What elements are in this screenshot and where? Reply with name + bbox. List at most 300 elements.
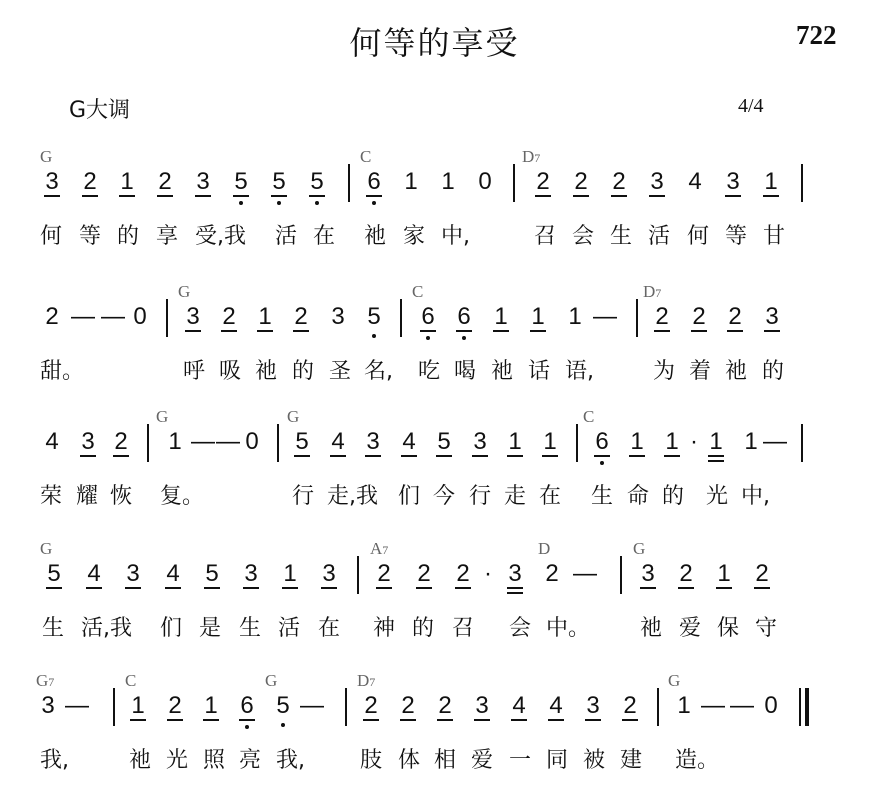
note: 2 (401, 692, 415, 719)
note: 2 (438, 692, 452, 719)
dash-extension: — (730, 692, 754, 719)
note: 2 (612, 168, 626, 195)
chord-symbol: C (583, 407, 595, 426)
underline-beam (363, 719, 379, 721)
underline-beam (271, 195, 287, 197)
lyric-syllable: 走 (504, 484, 527, 509)
underline-beam (548, 719, 564, 721)
lyric-syllable: 的 (762, 359, 785, 384)
note: 3 (650, 168, 664, 195)
note: 2 (377, 560, 391, 587)
lyric-syllable: 召 (452, 616, 475, 641)
note: 2 (545, 560, 559, 587)
note: 3 (81, 428, 95, 455)
underline-beam (293, 330, 309, 332)
note: 3 (641, 560, 655, 587)
rest: 0 (478, 168, 492, 195)
lyric-syllable: 会 (572, 224, 595, 249)
lyric-syllable: 命 (627, 484, 650, 509)
chord-symbol: G (668, 671, 681, 690)
lower-octave-dot (239, 201, 243, 205)
lyric-syllable: 亮 (239, 748, 262, 773)
underline-beam (691, 330, 707, 332)
lyric-syllable: 受,我 (195, 224, 246, 249)
lyric-syllable: 为 (653, 359, 676, 384)
note: 2 (623, 692, 637, 719)
rest: 0 (245, 428, 259, 455)
lyric-syllable: 何 (687, 224, 710, 249)
note: 1 (543, 428, 557, 455)
note: 1 (677, 692, 691, 719)
chord-symbol: G7 (36, 671, 55, 690)
underline-beam (507, 455, 523, 457)
lyric-syllable: 肢 (360, 748, 383, 773)
lyric-syllable: 的 (117, 224, 140, 249)
lyric-syllable: 等 (79, 224, 102, 249)
lyric-syllable: 我, (276, 748, 305, 773)
dash-extension: — (763, 428, 787, 455)
lyric-syllable: 中, (441, 224, 470, 249)
note: 3 (186, 303, 200, 330)
barline (113, 688, 115, 726)
underline-beam (629, 455, 645, 457)
underline-beam (204, 587, 220, 589)
underline-beam (754, 587, 770, 589)
note: 1 (764, 168, 778, 195)
note: 1 (120, 168, 134, 195)
note: 5 (205, 560, 219, 587)
underline-beam (195, 195, 211, 197)
underline-beam (535, 195, 551, 197)
lower-octave-dot (277, 201, 281, 205)
underline-beam (243, 587, 259, 589)
note: 2 (728, 303, 742, 330)
note: 1 (131, 692, 145, 719)
note: 2 (574, 168, 588, 195)
chord-symbol: G (178, 282, 191, 301)
note: 4 (331, 428, 345, 455)
chord-symbol: D (538, 539, 551, 558)
final-barline (805, 688, 809, 726)
underline-beam (401, 455, 417, 457)
barline (345, 688, 347, 726)
note: 1 (508, 428, 522, 455)
lower-octave-dot (315, 201, 319, 205)
underline-beam (437, 719, 453, 721)
note: 4 (87, 560, 101, 587)
note: 3 (126, 560, 140, 587)
lyric-syllable: 何 (40, 224, 63, 249)
chord-symbol: G (40, 147, 53, 166)
lyric-syllable: 神 (373, 616, 396, 641)
underline-beam (716, 587, 732, 589)
note: 6 (235, 694, 259, 718)
underline-beam (493, 330, 509, 332)
chord-symbol: D7 (643, 282, 662, 301)
lyric-syllable: 们 (160, 616, 183, 641)
barline (357, 556, 359, 594)
lyric-syllable: 生 (591, 484, 614, 509)
underline-beam (542, 455, 558, 457)
key-signature: G大调 (69, 98, 131, 123)
lyric-syllable: 光 (166, 748, 189, 773)
chord-symbol: C (125, 671, 137, 690)
note: 2 (158, 168, 172, 195)
barline (657, 688, 659, 726)
lyric-syllable: 耀 (76, 484, 99, 509)
chord-symbol: D7 (357, 671, 376, 690)
lyric-syllable: 造。 (675, 748, 720, 773)
underline-beam (46, 587, 62, 589)
note: 6 (416, 305, 440, 329)
double-underline-beam (708, 460, 724, 462)
underline-beam (309, 195, 325, 197)
note: 2 (456, 560, 470, 587)
note: 2 (417, 560, 431, 587)
dash-extension: — (216, 428, 240, 455)
lyric-syllable: 恢 (110, 484, 133, 509)
underline-beam (365, 455, 381, 457)
barline (166, 299, 168, 337)
note: 2 (114, 428, 128, 455)
lyric-syllable: 复。 (160, 484, 205, 509)
underline-beam (654, 330, 670, 332)
note: 2 (755, 560, 769, 587)
note: 3 (765, 303, 779, 330)
note: 1 (704, 430, 728, 454)
note: 4 (402, 428, 416, 455)
underline-beam (185, 330, 201, 332)
note: 6 (362, 170, 386, 194)
lyric-syllable: 行 (469, 484, 492, 509)
underline-beam (257, 330, 273, 332)
lyric-syllable: 的 (292, 359, 315, 384)
underline-beam (455, 587, 471, 589)
underline-beam (167, 719, 183, 721)
note: 1 (441, 168, 455, 195)
note: 3 (196, 168, 210, 195)
underline-beam (611, 195, 627, 197)
lyric-syllable: 我, (40, 748, 69, 773)
lyric-syllable: 生 (42, 616, 65, 641)
augmentation-dot: · (484, 560, 492, 587)
note: 1 (168, 428, 182, 455)
chord-symbol: G (156, 407, 169, 426)
note: 2 (83, 168, 97, 195)
chord-symbol: G (265, 671, 278, 690)
lyric-syllable: 甘 (763, 224, 786, 249)
chord-symbol: A7 (370, 539, 389, 558)
time-signature: 4/4 (738, 95, 764, 117)
barline (620, 556, 622, 594)
underline-beam (420, 330, 436, 332)
lyric-syllable: 的 (412, 616, 435, 641)
lyric-syllable: 们 (398, 484, 421, 509)
lyric-syllable: 中, (741, 484, 770, 509)
note: 5 (295, 428, 309, 455)
underline-beam (400, 719, 416, 721)
underline-beam (119, 195, 135, 197)
underline-beam (727, 330, 743, 332)
lyric-syllable: 圣 (329, 359, 352, 384)
lyric-syllable: 祂 (491, 359, 514, 384)
note: 5 (437, 428, 451, 455)
chord-symbol: G (40, 539, 53, 558)
note: 3 (503, 562, 527, 586)
note: 1 (404, 168, 418, 195)
note: 5 (267, 170, 291, 194)
note: 3 (586, 692, 600, 719)
underline-beam (585, 719, 601, 721)
dash-extension: — (71, 303, 95, 330)
lyric-syllable: 等 (725, 224, 748, 249)
lyric-syllable: 爱 (471, 748, 494, 773)
lyric-syllable: 活 (278, 616, 301, 641)
underline-beam (239, 719, 255, 721)
note: 5 (229, 170, 253, 194)
barline (576, 424, 578, 462)
lyric-syllable: 语, (565, 359, 594, 384)
lyric-syllable: 被 (583, 748, 606, 773)
note: 4 (549, 692, 563, 719)
note: 3 (726, 168, 740, 195)
underline-beam (763, 195, 779, 197)
underline-beam (366, 195, 382, 197)
lyric-syllable: 喝 (454, 359, 477, 384)
lyric-syllable: 享 (156, 224, 179, 249)
lyric-syllable: 守 (755, 616, 778, 641)
lower-octave-dot (600, 461, 604, 465)
chord-symbol: C (360, 147, 372, 166)
barline (801, 164, 803, 202)
note: 2 (222, 303, 236, 330)
rest: 0 (133, 303, 147, 330)
lyric-syllable: 召 (534, 224, 557, 249)
underline-beam (640, 587, 656, 589)
underline-beam (203, 719, 219, 721)
underline-beam (130, 719, 146, 721)
underline-beam (330, 455, 346, 457)
underline-beam (221, 330, 237, 332)
lyric-syllable: 活,我 (81, 616, 132, 641)
underline-beam (233, 195, 249, 197)
chord-symbol: D7 (522, 147, 541, 166)
lyric-syllable: 生 (239, 616, 262, 641)
note: 5 (305, 170, 329, 194)
underline-beam (511, 719, 527, 721)
underline-beam (594, 455, 610, 457)
lyric-syllable: 活 (275, 224, 298, 249)
underline-beam (507, 587, 523, 589)
lower-octave-dot (281, 723, 285, 727)
barline (400, 299, 402, 337)
hymn-number: 722 (796, 20, 837, 50)
barline (799, 688, 801, 726)
note: 6 (452, 305, 476, 329)
underline-beam (125, 587, 141, 589)
lyric-syllable: 走,我 (327, 484, 378, 509)
note: 3 (331, 303, 345, 330)
lyric-syllable: 中。 (546, 616, 591, 641)
rest: 0 (764, 692, 778, 719)
lyric-syllable: 同 (546, 748, 569, 773)
lyric-syllable: 一 (509, 748, 532, 773)
underline-beam (708, 455, 724, 457)
lyric-syllable: 活 (648, 224, 671, 249)
lower-octave-dot (462, 336, 466, 340)
lyric-syllable: 家 (403, 224, 426, 249)
lyric-syllable: 体 (398, 748, 421, 773)
note: 1 (204, 692, 218, 719)
underline-beam (82, 195, 98, 197)
underline-beam (622, 719, 638, 721)
note: 3 (473, 428, 487, 455)
lyric-syllable: 祂 (640, 616, 663, 641)
underline-beam (530, 330, 546, 332)
note: 4 (688, 168, 702, 195)
augmentation-dot: · (690, 428, 698, 455)
underline-beam (416, 587, 432, 589)
lyric-syllable: 生 (610, 224, 633, 249)
barline (801, 424, 803, 462)
lower-octave-dot (426, 336, 430, 340)
note: 3 (45, 168, 59, 195)
lyric-syllable: 今 (433, 484, 456, 509)
note: 5 (271, 694, 295, 718)
note: 1 (258, 303, 272, 330)
underline-beam (86, 587, 102, 589)
lyric-syllable: 名, (364, 359, 393, 384)
lyric-syllable: 着 (689, 359, 712, 384)
lyric-syllable: 话 (528, 359, 551, 384)
lower-octave-dot (372, 201, 376, 205)
note: 3 (322, 560, 336, 587)
lyric-syllable: 会 (509, 616, 532, 641)
chord-symbol: G (287, 407, 300, 426)
note: 1 (531, 303, 545, 330)
underline-beam (678, 587, 694, 589)
note: 5 (47, 560, 61, 587)
note: 5 (362, 305, 386, 329)
lyric-syllable: 吃 (418, 359, 441, 384)
note: 1 (283, 560, 297, 587)
note: 2 (168, 692, 182, 719)
underline-beam (649, 195, 665, 197)
dash-extension: — (191, 428, 215, 455)
dash-extension: — (65, 692, 89, 719)
dash-extension: — (300, 692, 324, 719)
lyric-syllable: 祂 (129, 748, 152, 773)
note: 1 (568, 303, 582, 330)
lyric-syllable: 行 (292, 484, 315, 509)
dash-extension: — (573, 560, 597, 587)
dash-extension: — (701, 692, 725, 719)
lyric-syllable: 甜。 (40, 359, 85, 384)
barline (513, 164, 515, 202)
underline-beam (436, 455, 452, 457)
note: 3 (366, 428, 380, 455)
underline-beam (294, 455, 310, 457)
lyric-syllable: 保 (717, 616, 740, 641)
lyric-syllable: 吸 (219, 359, 242, 384)
underline-beam (80, 455, 96, 457)
note: 4 (166, 560, 180, 587)
barline (147, 424, 149, 462)
note: 2 (679, 560, 693, 587)
note: 1 (717, 560, 731, 587)
underline-beam (157, 195, 173, 197)
underline-beam (764, 330, 780, 332)
underline-beam (725, 195, 741, 197)
chord-symbol: G (633, 539, 646, 558)
dash-extension: — (101, 303, 125, 330)
lyric-syllable: 是 (199, 616, 222, 641)
note: 1 (630, 428, 644, 455)
note: 2 (364, 692, 378, 719)
note: 2 (294, 303, 308, 330)
underline-beam (165, 587, 181, 589)
lower-octave-dot (245, 725, 249, 729)
note: 4 (45, 428, 59, 455)
double-underline-beam (507, 592, 523, 594)
lyric-syllable: 相 (434, 748, 457, 773)
lyric-syllable: 在 (539, 484, 562, 509)
barline (636, 299, 638, 337)
lower-octave-dot (372, 334, 376, 338)
hymn-title: 何等的享受 (349, 24, 520, 62)
lyric-syllable: 照 (203, 748, 226, 773)
lyric-syllable: 祂 (364, 224, 387, 249)
dash-extension: — (593, 303, 617, 330)
chord-symbol: C (412, 282, 424, 301)
underline-beam (573, 195, 589, 197)
underline-beam (376, 587, 392, 589)
note: 1 (494, 303, 508, 330)
note: 1 (665, 428, 679, 455)
note: 2 (45, 303, 59, 330)
underline-beam (472, 455, 488, 457)
underline-beam (113, 455, 129, 457)
underline-beam (44, 195, 60, 197)
barline (277, 424, 279, 462)
note: 3 (475, 692, 489, 719)
lyric-syllable: 的 (662, 484, 685, 509)
note: 2 (536, 168, 550, 195)
lyric-syllable: 呼 (183, 359, 206, 384)
underline-beam (474, 719, 490, 721)
note: 6 (590, 430, 614, 454)
lyric-syllable: 在 (318, 616, 341, 641)
underline-beam (456, 330, 472, 332)
underline-beam (321, 587, 337, 589)
underline-beam (664, 455, 680, 457)
lyric-syllable: 在 (313, 224, 336, 249)
lyric-syllable: 祂 (725, 359, 748, 384)
note: 1 (744, 428, 758, 455)
lyric-syllable: 爱 (679, 616, 702, 641)
lyric-syllable: 祂 (255, 359, 278, 384)
lyric-syllable: 建 (620, 748, 643, 773)
underline-beam (282, 587, 298, 589)
barline (348, 164, 350, 202)
note: 2 (655, 303, 669, 330)
lyric-syllable: 光 (706, 484, 729, 509)
note: 3 (244, 560, 258, 587)
note: 3 (41, 692, 55, 719)
note: 2 (692, 303, 706, 330)
lyric-syllable: 荣 (40, 484, 63, 509)
note: 4 (512, 692, 526, 719)
